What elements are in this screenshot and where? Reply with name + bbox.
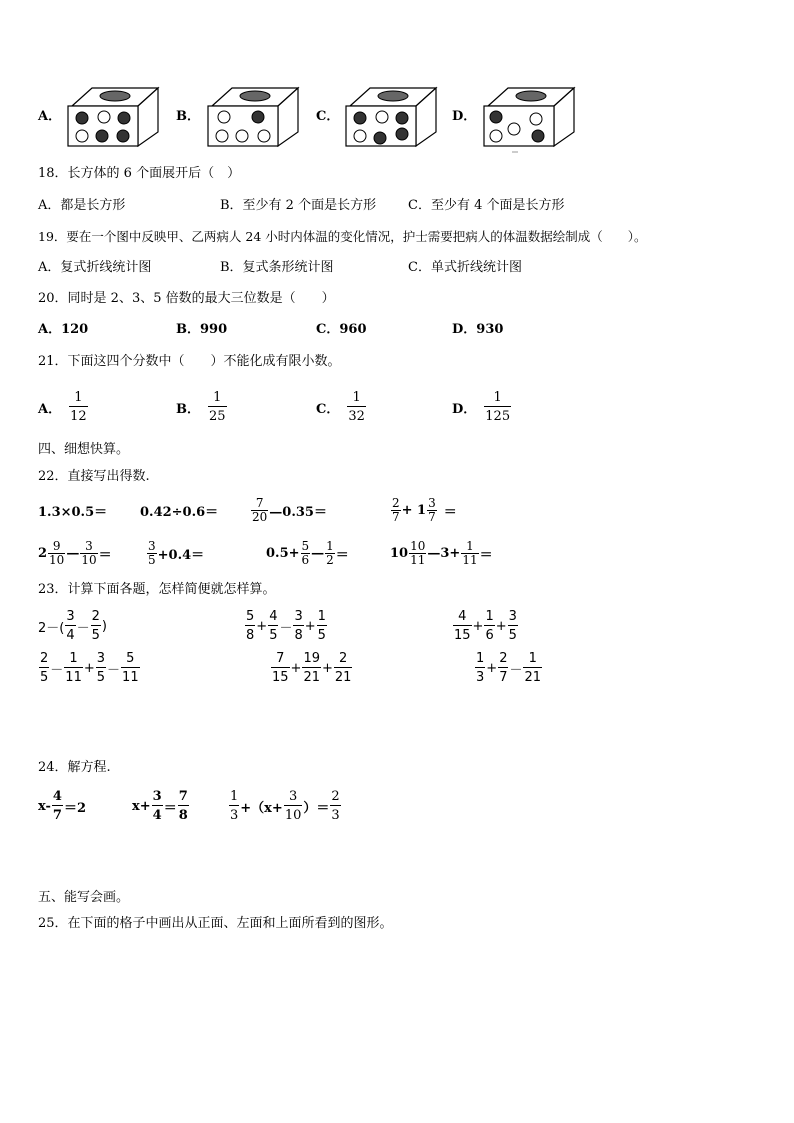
q18-option-b: B．至少有 2 个面是长方形: [220, 198, 377, 213]
q19-option-c: C．单式折线统计图: [408, 260, 522, 275]
q21-stem: 21．下面这四个分数中（ ）不能化成有限小数。: [38, 354, 341, 369]
section-4-heading: 四、细想快算。: [38, 442, 130, 457]
q18-option-c: C．至少有 4 个面是长方形: [408, 198, 565, 213]
q21-option-c: C． $\frac{1}{32}$: [316, 390, 365, 424]
q19-option-b: B．复式条形统计图: [220, 260, 334, 275]
q22-expr-2: 0.42÷0.6＝: [140, 505, 219, 520]
q17-option-d-label: D．: [452, 109, 477, 124]
q23-expr-2: $\frac{5}{8}$ + $\frac{4}{5}$ － $\frac{3}{8}$ + $\frac{1}{5}$: [246, 609, 326, 643]
q23-expr-3: $\frac{4}{15}$ + $\frac{1}{6}$ + $\frac{3}{5}$: [454, 609, 517, 643]
q22-stem: 22．直接写出得数.: [38, 469, 150, 484]
q22-expr-3: $\frac{7}{20}$ —0.35＝: [252, 496, 327, 524]
q21-option-b: B． $\frac{1}{25}$: [176, 390, 226, 424]
q21-option-a: A． $\frac{1}{12}$: [38, 390, 87, 424]
q18-option-a: A．都是长方形: [38, 198, 126, 213]
q20-option-a: A．120: [38, 322, 89, 337]
q23-expr-5: $\frac{7}{15}$ + $\frac{19}{21}$ + $\frac{2}{21}$: [272, 651, 352, 685]
q17-die-a: [62, 84, 166, 150]
q24-stem: 24．解方程.: [38, 760, 111, 775]
q22-expr-4: $\frac{2}{7}$ + 1 $\frac{3}{7}$ ＝: [392, 496, 457, 524]
q21-option-d: D． $\frac{1}{125}$: [452, 390, 511, 424]
q20-option-d: D．930: [452, 322, 504, 337]
q23-expr-1: 2－( $\frac{3}{4}$ － $\frac{2}{5}$ ): [38, 609, 107, 643]
q22-expr-8: 10 $\frac{10}{11}$ —3+ $\frac{1}{11}$ ＝: [390, 539, 493, 567]
q17-option-b-label: B．: [176, 109, 200, 124]
q22-expr-6: $\frac{3}{5}$ +0.4＝: [148, 539, 205, 567]
q25-stem: 25．在下面的格子中画出从正面、左面和上面所看到的图形。: [38, 916, 393, 931]
section-5-heading: 五、能写会画。: [38, 890, 130, 905]
q23-stem: 23．计算下面各题，怎样简便就怎样算。: [38, 582, 276, 597]
q23-expr-4: $\frac{2}{5}$ － $\frac{1}{11}$ + $\frac{3}{5}$ － $\frac{5}{11}$: [40, 651, 139, 685]
q23-expr-6: $\frac{1}{3}$ + $\frac{2}{7}$ － $\frac{1}{21}$: [476, 651, 542, 685]
q24-equation-2: x+ $\frac{3}{4}$ ＝ $\frac{7}{8}$: [132, 789, 188, 823]
q22-expr-7: 0.5+ $\frac{5}{6}$ — $\frac{1}{2}$ ＝: [266, 539, 349, 567]
q20-stem: 20．同时是 2、3、5 倍数的最大三位数是（ ）: [38, 291, 335, 306]
q22-expr-1: 1.3×0.5＝: [38, 505, 108, 520]
q18-stem: 18．长方体的 6 个面展开后（ ）: [38, 166, 241, 181]
q20-option-c: C．960: [316, 322, 367, 337]
q17-die-b: [202, 84, 306, 150]
q19-stem: 19．要在一个图中反映甲、乙两病人 24 小时内体温的变化情况，护士需要把病人的体温数据绘制成（ ）。: [38, 229, 647, 244]
q17-option-a-label: A．: [38, 109, 62, 124]
q17-option-c-label: C．: [316, 109, 340, 124]
q17-die-d: [478, 84, 582, 154]
q17-die-c: [340, 84, 444, 150]
q20-option-b: B．990: [176, 322, 228, 337]
q19-option-a: A．复式折线统计图: [38, 260, 152, 275]
q24-equation-1: x- $\frac{4}{7}$ ＝2: [38, 789, 87, 823]
q24-equation-3: $\frac{1}{3}$ +（x+ $\frac{3}{10}$ ）＝ $\frac{2}{3}$: [230, 789, 340, 823]
q22-expr-5: 2 $\frac{9}{10}$ — $\frac{3}{10}$ ＝: [38, 539, 112, 567]
